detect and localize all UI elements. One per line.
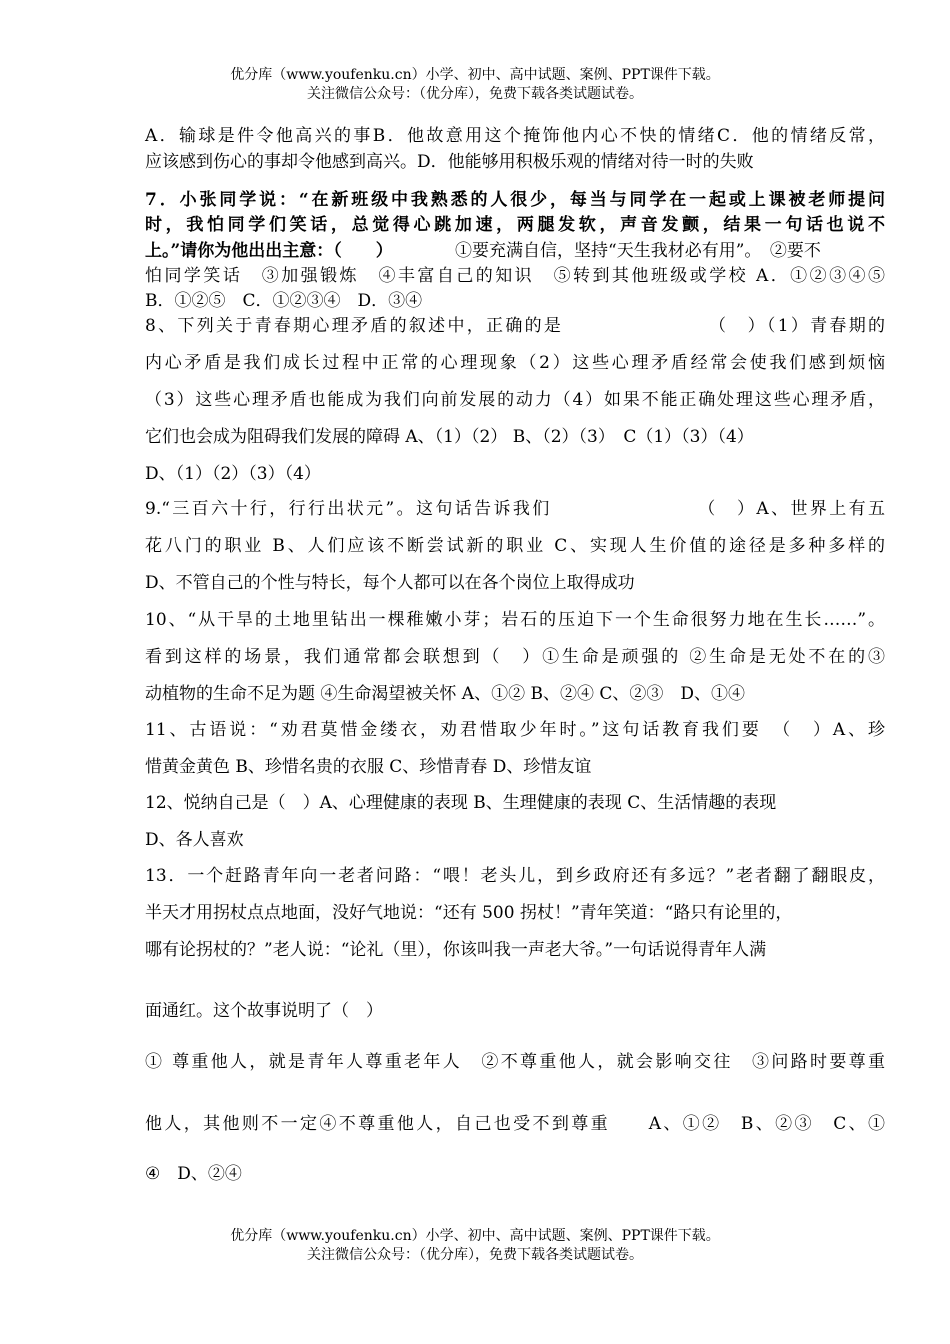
page-footer xyxy=(0,1227,950,1265)
q10-line-2: 看到这样的场景，我们通常都会联想到（ ）①生命是顽强的 ②生命是无处不在的③ xyxy=(145,647,885,667)
q7-line-3b: ①要充满自信，坚持“天生我材必有用”。 ②要不 xyxy=(455,241,821,261)
q8-line-4: 它们也会成为阻碍我们发展的障碍 A、（1）（2） B、（2）（3） C（1）（3）（4） xyxy=(145,427,754,447)
footer-line-1: 优分库（www.youfenku.cn）小学、初中、高中试题、案例、PPT课件下载。 xyxy=(230,1228,720,1244)
footer-line-2: 关注微信公众号：（优分库），免费下载各类试题试卷。 xyxy=(307,1247,643,1263)
q12-line-1: 12、悦纳自己是（ ）A、心理健康的表现 B、生理健康的表现 C、生活情趣的表现 xyxy=(145,793,777,813)
q13-line-5: ① 尊重他人，就是青年人尊重老年人 ②不尊重他人，就会影响交往 ③问路时要尊重 xyxy=(145,1052,885,1072)
q7-line-5: B．①②⑤ C．①②③④ D．③④ xyxy=(145,291,423,311)
q13-line-2: 半天才用拐杖点点地面，没好气地说：“还有 500 拐杖！”青年笑道：“路只有论里的， xyxy=(145,903,793,923)
q13-line-4: 面通红。这个故事说明了（ ） xyxy=(145,1001,383,1021)
q7-line-1: 7．小张同学说：“在新班级中我熟悉的人很少，每当与同学在一起或上课被老师提问 xyxy=(145,190,885,210)
q12-line-2: D、各人喜欢 xyxy=(145,830,244,850)
q8-line-5: D、（1）（2）（3）（4） xyxy=(145,464,321,484)
q8-line-2: 内心矛盾是我们成长过程中正常的心理现象（2）这些心理矛盾经常会使我们感到烦恼 xyxy=(145,353,885,373)
q10-line-3: 动植物的生命不足为题 ④生命渴望被关怀 A、①② B、②④ C、②③ D、①④ xyxy=(145,684,746,704)
q8-line-1: 8、下列关于青春期心理矛盾的叙述中，正确的是 （ ）（1）青春期的 xyxy=(145,316,885,336)
q7-line-2: 时，我怕同学们笑话，总觉得心跳加速，两腿发软，声音发颤，结果一句话也说不 xyxy=(145,215,885,235)
q10-line-1: 10、“从干旱的土地里钻出一棵稚嫩小芽；岩石的压迫下一个生命很努力地在生长……”。 xyxy=(145,610,885,630)
header-line-2: 关注微信公众号：（优分库），免费下载各类试题试卷。 xyxy=(307,86,643,102)
q13-line-6: 他人，其他则不一定④不尊重他人，自己也受不到尊重 A、①② B、②③ C、① xyxy=(145,1114,885,1134)
q13-line-3: 哪有论拐杖的？”老人说：“论礼（里），你该叫我一声老大爷。”一句话说得青年人满 xyxy=(145,940,767,960)
q7-line-4: 怕同学笑话 ③加强锻炼 ④丰富自己的知识 ⑤转到其他班级或学校 A．①②③④⑤ xyxy=(145,266,885,286)
q11-line-2: 惜黄金黄色 B、珍惜名贵的衣服 C、珍惜青春 D、珍惜友谊 xyxy=(145,757,592,777)
header-line-1: 优分库（www.youfenku.cn）小学、初中、高中试题、案例、PPT课件下载。 xyxy=(230,67,720,83)
q9-line-1: 9.“三百六十行，行行出状元”。这句话告诉我们 （ ）A、世界上有五 xyxy=(145,499,885,519)
q6-options-line-2: 应该感到伤心的事却令他感到高兴。D．他能够用积极乐观的情绪对待一时的失败 xyxy=(145,152,754,172)
q8-line-3: （3）这些心理矛盾也能成为我们向前发展的动力（4）如果不能正确处理这些心理矛盾， xyxy=(145,390,885,410)
q9-line-2: 花八门的职业 B、人们应该不断尝试新的职业 C、实现人生价值的途径是多种多样的 xyxy=(145,536,885,556)
q9-line-3: D、不管自己的个性与特长，每个人都可以在各个岗位上取得成功 xyxy=(145,573,635,593)
page-header xyxy=(0,66,950,104)
q13-line-1: 13．一个赶路青年向一老者问路：“喂！老头儿，到乡政府还有多远？”老者翻了翻眼皮， xyxy=(145,866,885,886)
q13-line-7: ④ D、②④ xyxy=(145,1164,242,1184)
q7-line-3a: 上。”请你为他出出主意：（ ） xyxy=(145,241,393,261)
q11-line-1: 11、古语说：“劝君莫惜金缕衣，劝君惜取少年时。”这句话教育我们要 （ ）A、珍 xyxy=(145,720,885,740)
q6-options-line-1: A．输球是件令他高兴的事B．他故意用这个掩饰他内心不快的情绪C．他的情绪反常， xyxy=(145,126,885,146)
